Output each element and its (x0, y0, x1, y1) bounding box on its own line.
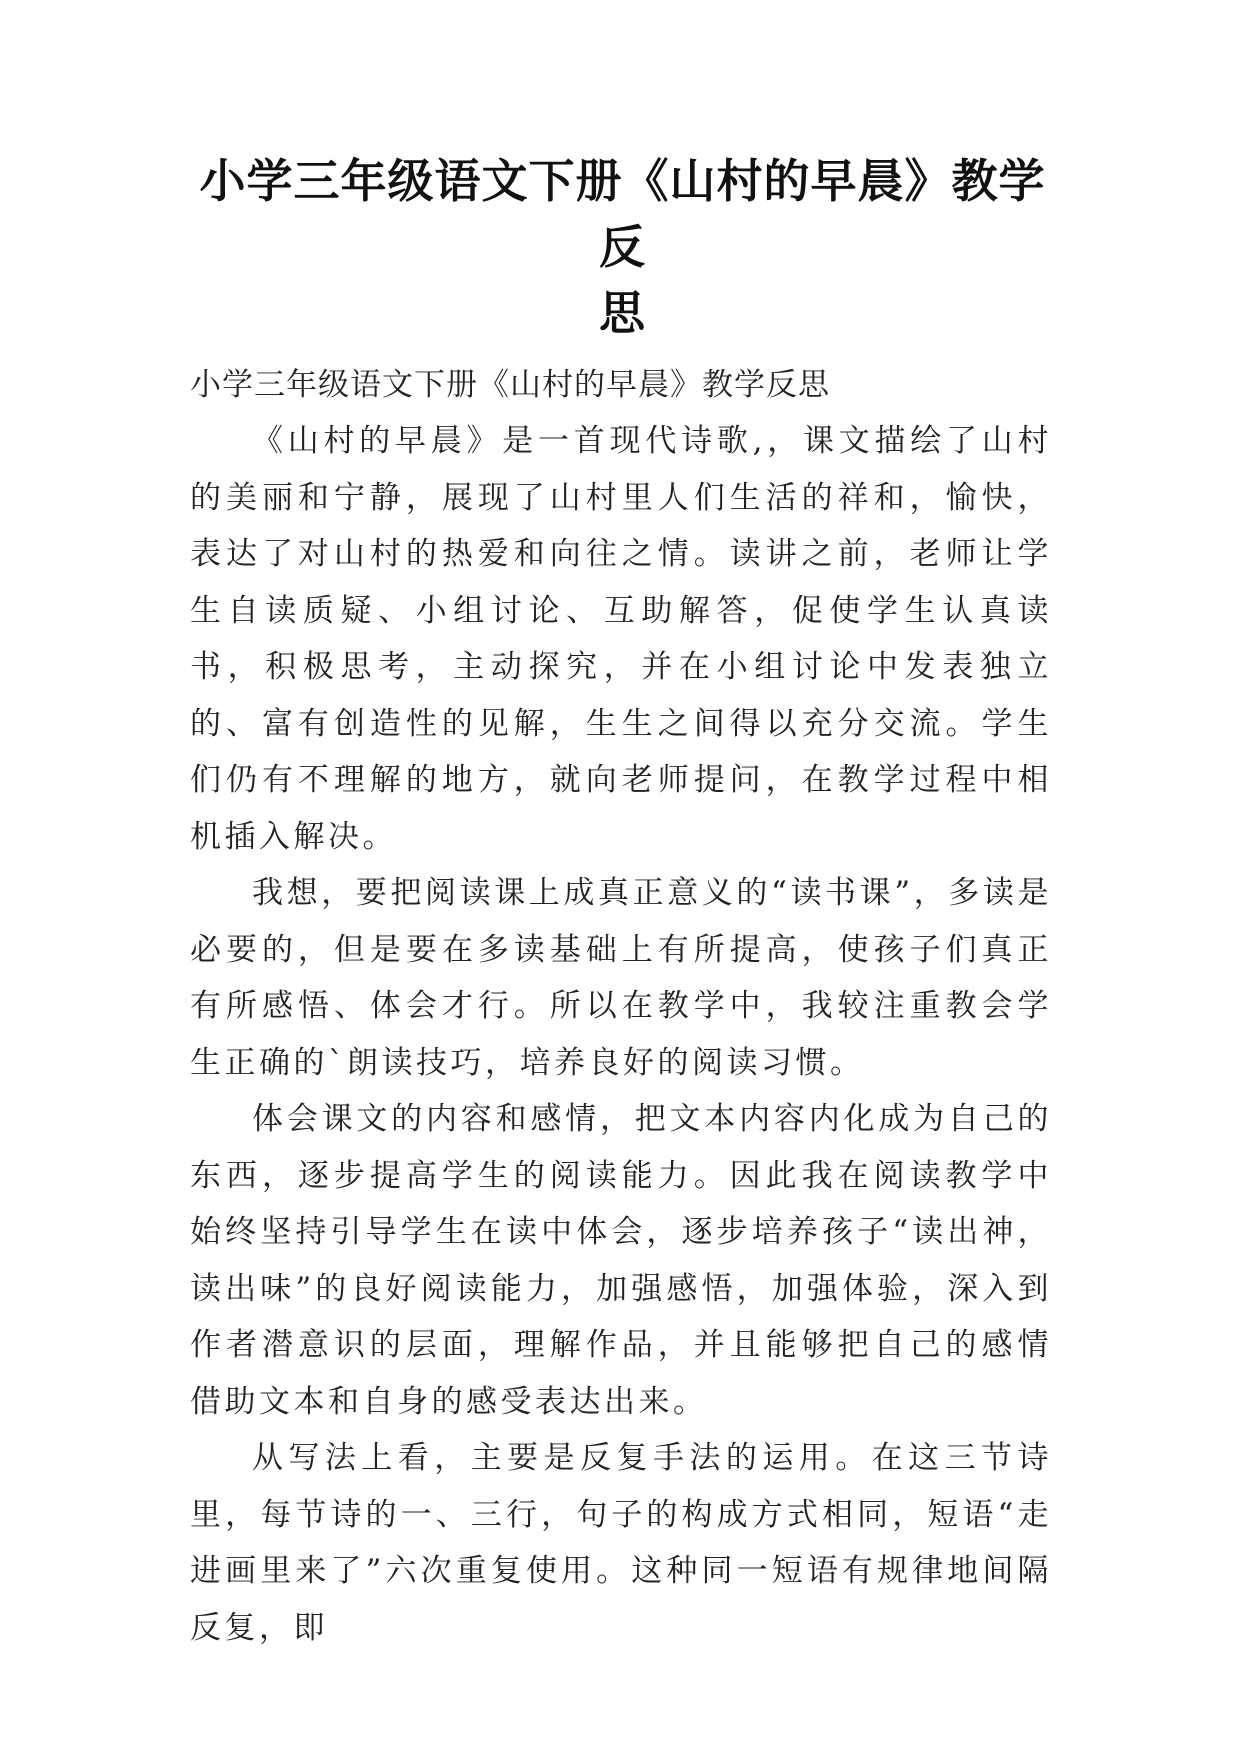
document-title-line2: 思 (599, 286, 646, 340)
document-title (190, 148, 1055, 346)
document-heading: 小学三年级语文下册《山村的早晨》教学反思 (190, 367, 830, 403)
paragraph-3: 体会课文的内容和感情，把文本内容内化成为自己的东西，逐步提高学生的阅读能力。因此我在阅读教学中始终坚持引导学生在读中体会，逐步培养孩子“读出神，读出味”的良好阅读能力，加强感悟，加强体验，深入到作者潜意识的层面，理解作品，并且能够把自己的感情借助文本和自身的感受表达出来。 (190, 1101, 1052, 1420)
paragraph-4: 从写法上看，主要是反复手法的运用。在这三节诗里，每节诗的一、三行，句子的构成方式相同，短语“走进画里来了”六次重复使用。这种同一短语有规律地间隔反复，即 (190, 1440, 1052, 1646)
document-title-line1: 小学三年级语文下册《山村的早晨》教学反 (199, 154, 1046, 274)
paragraph-1: 《山村的早晨》是一首现代诗歌,，课文描绘了山村的美丽和宁静，展现了山村里人们生活的祥和，愉快，表达了对山村的热爱和向往之情。读讲之前，老师让学生自读质疑、小组讨论、互助解答，促使学生认真读书，积极思考，主动探究，并在小组讨论中发表独立的、富有创造性的见解，生生之间得以充分交流。学生们仍有不理解的地方，就向老师提问，在教学过程中相机插入解决。 (190, 423, 1052, 855)
paragraph-2: 我想，要把阅读课上成真正意义的“读书课”，多读是必要的，但是要在多读基础上有所提高，使孩子们真正有所感悟、体会才行。所以在教学中，我较注重教会学生正确的`朗读技巧，培养良好的阅读习惯。 (190, 875, 1052, 1081)
document-body (190, 357, 1052, 1656)
